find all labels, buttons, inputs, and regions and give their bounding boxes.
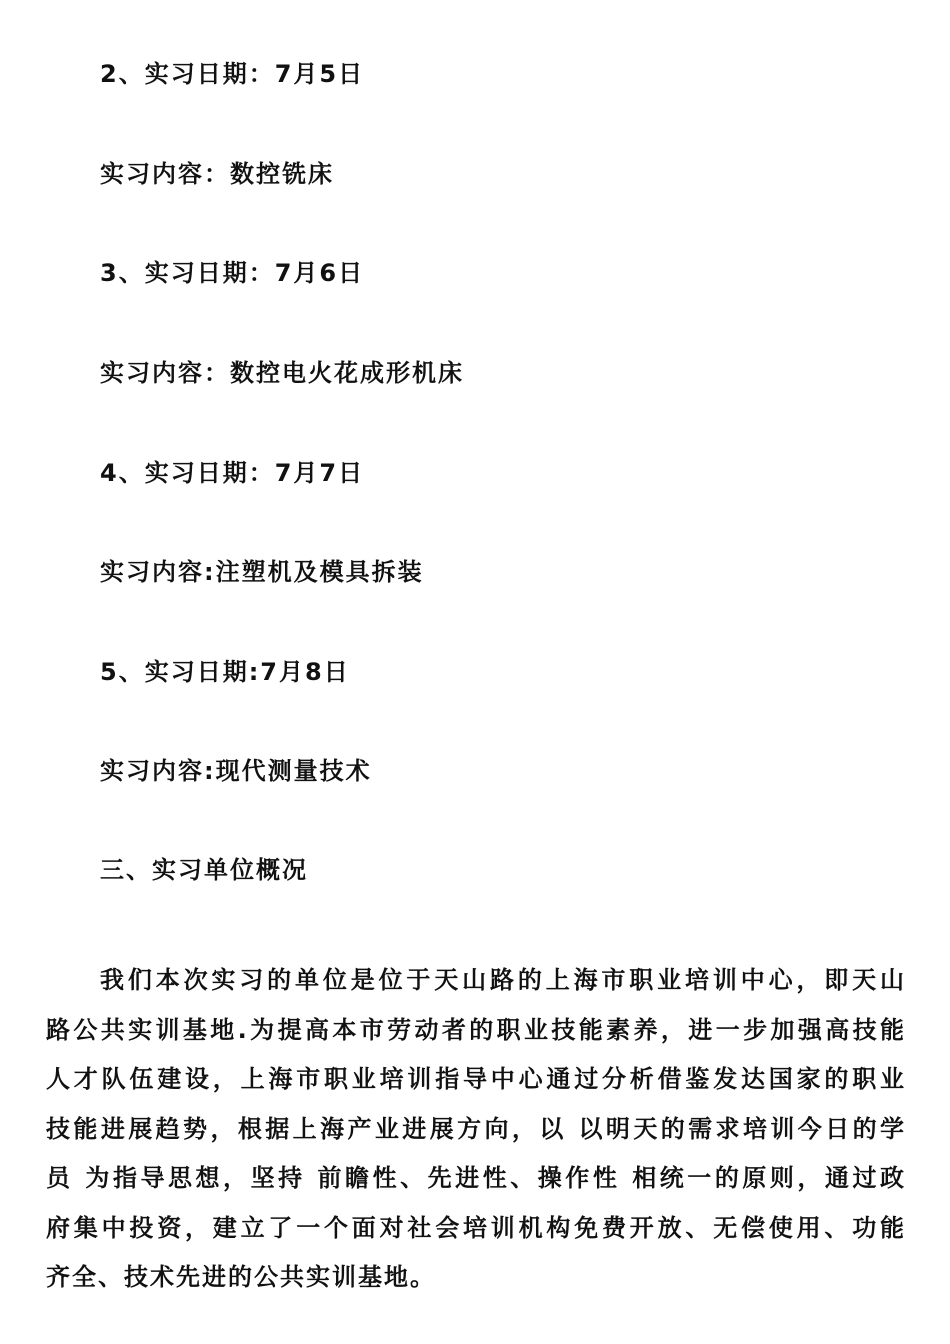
- paragraph-line: 路公共实训基地.为提高本市劳动者的职业技能素养，进一步加强高技能: [46, 1015, 906, 1044]
- internship-content-5: 实习内容:现代测量技术: [100, 757, 372, 785]
- paragraph-line: 我们本次实习的单位是位于天山路的上海市职业培训中心，即天山: [100, 966, 906, 994]
- internship-date-5: 5、实习日期:7月8日: [100, 658, 350, 686]
- unit-overview-paragraph: [46, 956, 906, 1303]
- paragraph-line: 人才队伍建设，上海市职业培训指导中心通过分析借鉴发达国家的职业: [46, 1065, 906, 1093]
- internship-content-2: 实习内容：数控铣床: [100, 160, 334, 188]
- internship-date-4: 4、实习日期：7月7日: [100, 459, 365, 487]
- section-heading-3: 三、实习单位概况: [100, 856, 308, 884]
- paragraph-line: 府集中投资，建立了一个面对社会培训机构免费开放、无偿使用、功能: [46, 1213, 906, 1242]
- internship-content-3: 实习内容：数控电火花成形机床: [100, 359, 464, 387]
- internship-date-2: 2、实习日期：7月5日: [100, 60, 365, 88]
- paragraph-line: 员 为指导思想，坚持 前瞻性、先进性、操作性 相统一的原则，通过政: [46, 1164, 906, 1192]
- internship-content-4: 实习内容:注塑机及模具拆装: [100, 558, 424, 586]
- paragraph-line: 齐全、技术先进的公共实训基地。: [46, 1263, 436, 1291]
- internship-date-3: 3、实习日期：7月6日: [100, 259, 365, 287]
- paragraph-line: 技能进展趋势，根据上海产业进展方向，以 以明天的需求培训今日的学: [46, 1114, 906, 1143]
